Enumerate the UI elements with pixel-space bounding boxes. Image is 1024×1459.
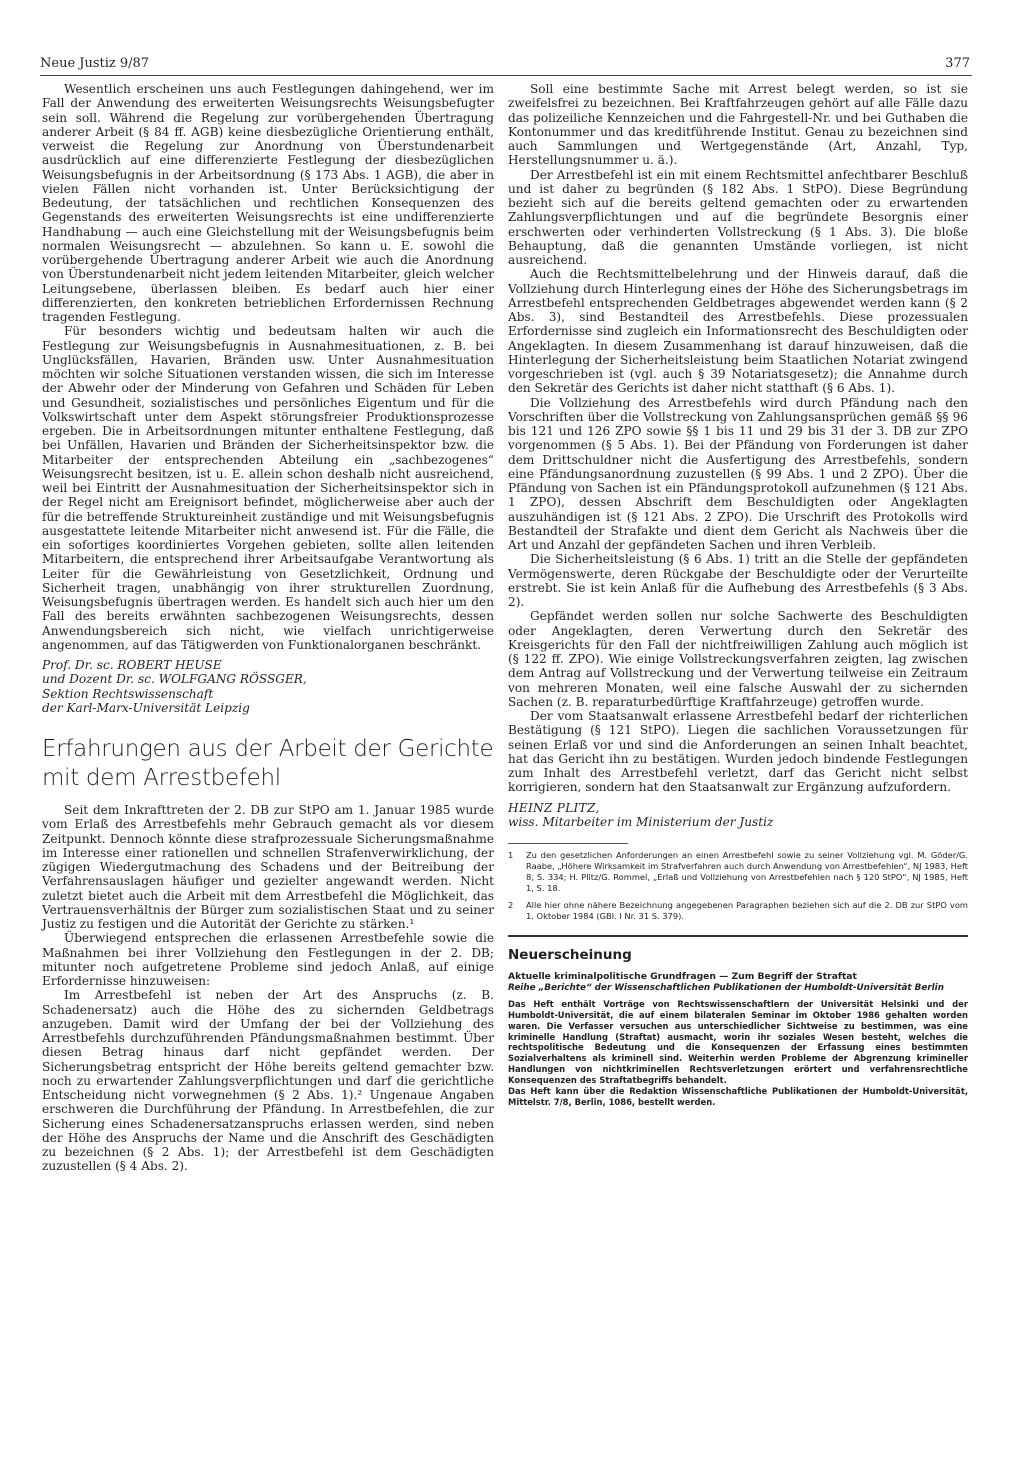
paragraph: Im Arrestbefehl ist neben der Art des Anspruchs (z. B. Schadenersatz) auch die Höhe des zu sichernden Geldbetrags anzugeben. Damit wird der Umfang der bei der Vollziehung des Arrestbefehls durchzuführenden Pfändungsmaßnahmen bestimmt. Über diesen Betrag hinaus darf nicht gepfändet werden. Der Sicherungsbetrag entspricht der Höhe bereits geltend gemachter bzw. noch zu erwartender Zahlungsverpflichtungen und darf die gerichtliche Entscheidung nicht vorwegnehmen (§ 2 Abs. 1).² Ungenaue Angaben erschweren die Durchführung der Pfändung. In Arrestbefehlen, die zur Sicherung eines Schadenersatzanspruchs erlassen werden, sind neben der Höhe des Anspruchs der Name und die Anschrift des Geschädigten zu bezeichnen (§ 2 Abs. 1); der Arrestbefehl ist dem Geschädigten zuzustellen (§ 4 Abs. 2).	[42, 988, 494, 1174]
paragraph: Die Sicherheitsleistung (§ 6 Abs. 1) tritt an die Stelle der gepfändeten Vermögenswerte, deren Rückgabe der Beschuldigte oder der Verurteilte erstrebt. Sie ist kein Anlaß für die Aufhebung des Arrestbefehls (§ 3 Abs. 2).	[508, 552, 968, 609]
paragraph: Die Vollziehung des Arrestbefehls wird durch Pfändung nach den Vorschriften über die Vollstreckung von Zahlungsansprüchen gemäß §§ 96 bis 121 und 126 ZPO sowie §§ 1 bis 11 und 29 bis 31 der 3. DB zur ZPO vorgenommen (§ 5 Abs. 1). Bei der Pfändung von Forderungen ist daher dem Drittschuldner nicht die Ausfertigung des Arrestbefehls, sondern eine Pfändungsanordnung zuzustellen (§ 99 Abs. 1 und 2 ZPO). Über die Pfändung von Sachen ist ein Pfändungsprotokoll aufzunehmen (§ 121 Abs. 1 ZPO), dessen Abschrift dem Beschuldigten oder Angeklagten auszuhändigen ist (§ 121 Abs. 2 ZPO). Die Urschrift des Protokolls wird Bestandteil der Strafakte und dient dem Gericht als Nachweis über die Art und Anzahl der gepfändeten Sachen und ihren Verbleib.	[508, 395, 968, 552]
footnote-number: 2	[508, 899, 514, 910]
publication-series: Reihe „Berichte“ der Wissenschaftlichen Publikationen der Humboldt-Universität Berlin	[508, 983, 944, 994]
footnote	[508, 900, 968, 922]
author-signature	[42, 658, 494, 715]
footnote-rule	[508, 843, 628, 844]
paragraph: Für besonders wichtig und bedeutsam halten wir auch die Festlegung zur Weisungsbefugnis in Ausnahmesituationen, z. B. bei Unglücksfällen, Havarien, Bränden usw. Unter Ausnahmesituation möchten wir solche Situationen verstanden wissen, die sich im Interesse der Abwehr oder der Minderung von Gefahren und Schäden für Leben und Gesundheit, sozialistisches und persönliches Eigentum und für die Volkswirtschaft unter dem Aspekt störungsfreier Produktionsprozesse ergeben. Die in Arbeitsordnungen mitunter enthaltene Festlegung, daß bei Unfällen, Havarien und Bränden der Sicherheitsinspektor bzw. die Mitarbeiter der entsprechenden Abteilung ein „sachbezogenes“ Weisungsrecht besitzen, ist u. E. allein schon deshalb nicht ausreichend, weil bei Eintritt der Ausnahmesituation der Sicherheitsinspektor sich in der Regel nicht am Ereignisort befindet, möglicherweise aber auch der für die betreffende Struktureinheit zuständige und mit Weisungsbefugnis ausgestattete leitende Mitarbeiter nicht anwesend ist. Für die Fälle, die ein sofortiges koordiniertes Vorgehen gebieten, sollte allen leitenden Mitarbeitern, die entsprechend ihrer Arbeitsaufgabe Verantwortung als Leiter für die Gewährleistung von Gesetzlichkeit, Ordnung und Sicherheit tragen, unabhängig von ihrer strukturellen Zuordnung, Weisungsbefugnis übertragen werden. Es handelt sich auch hier um den Fall des bereits erwähnten sachbezogenen Weisungsrechts, dessen Anwendungsbereich sich nicht, wie vielfach unrichtigerweise angenommen, auf das Tätigwerden von Funktionalorganen beschränkt.	[42, 324, 494, 652]
footnote	[508, 850, 968, 894]
right-column	[508, 82, 968, 1108]
publication-order-info: Das Heft kann über die Redaktion Wissenschaftliche Publikationen der Humboldt-Universität, Mittelstr. 7/8, Berlin, 1086, bestellt werden.	[508, 1086, 968, 1107]
paragraph: Der Arrestbefehl ist ein mit einem Rechtsmittel anfechtbarer Beschluß und ist daher zu begründen (§ 182 Abs. 1 StPO). Diese Begründung bezieht sich auf die bereits geltend gemachten oder zu erwartenden Zahlungsverpflichtungen und auf die begründete Besorgnis einer erschwerten oder verhinderten Vollstreckung (§ 1 Abs. 3). Die bloße Behauptung, daß die genannten Umstände vorliegen, ist nicht ausreichend.	[508, 167, 968, 267]
signature-line: Prof. Dr. sc. ROBERT HEUSE	[42, 658, 222, 672]
paragraph: Seit dem Inkrafttreten der 2. DB zur StPO am 1. Januar 1985 wurde vom Erlaß des Arrestbefehls mehr Gebrauch gemacht als vor diesem Zeitpunkt. Dennoch könnte diese strafprozessuale Sicherungsmaßnahme im Interesse einer rationellen und schnellen Strafenverwirklichung, der zügigen Wiedergutmachung des Schadens und der Beitreibung der Verfahrensauslagen häufiger und gezielter angewandt werden. Nicht zuletzt bietet auch die Arbeit mit dem Arrestbefehl die Möglichkeit, das Vertrauensverhältnis der Bürger zum sozialistischen Staat und zu seiner Justiz zu festigen und die Autorität der Gerichte zu stärken.¹	[42, 803, 494, 931]
paragraph: Überwiegend entsprechen die erlassenen Arrestbefehle sowie die Maßnahmen bei ihrer Vollziehung den Festlegungen in der 2. DB; mitunter noch aufgetretene Probleme sind jedoch Anlaß, auf einige Erfordernisse hinzuweisen:	[42, 931, 494, 988]
signature-line: Sektion Rechtswissenschaft	[42, 686, 214, 701]
signature-line: wiss. Mitarbeiter im Ministerium der Justiz	[508, 814, 774, 829]
new-publication-heading: Neuerscheinung	[508, 947, 632, 964]
headline-line: Erfahrungen aus der Arbeit der Gerichte	[42, 736, 494, 762]
footnote-text: Alle hier ohne nähere Bezeichnung angegebenen Paragraphen beziehen sich auf die 2. DB zur StPO vom 1. Oktober 1984 (GBl. I Nr. 31 S. 379).	[526, 899, 968, 921]
paragraph: Der vom Staatsanwalt erlassene Arrestbefehl bedarf der richterlichen Bestätigung (§ 121 StPO). Liegen die sachlichen Voraussetzungen für seinen Erlaß vor und sind die Anforderungen an seinen Inhalt beachtet, hat das Gericht ihn zu bestätigen. Wurden jedoch bindende Festlegungen zum Inhalt des Arrestbefehl verletzt, darf das Gericht nicht selbst korrigieren, sondern hat den Staatsanwalt zur Ergänzung aufzufordern.	[508, 709, 968, 795]
publication-description: Das Heft enthält Vorträge von Rechtswissenschaftlern der Universität Helsinki und der Humboldt-Universität, die auf einem bilateralen Seminar im Oktober 1986 gehalten worden waren. Die Verfasser versuchen aus unterschiedlicher Sichtweise zu bestimmen, was eine kriminelle Handlung (Straftat) ausmacht, worin ihr soziales Wesen besteht, welches die rechtspolitische Bedeutung und die Konsequenzen der Erfassung eines bestimmten Sozialverhaltens als kriminell sind. Weiterhin werden Probleme der Abgrenzung krimineller Handlungen von nichtkriminellen Rechtsverletzungen erörtert und verfahrensrechtliche Konsequenzen des Straftatbegriffs behandelt.	[508, 998, 968, 1086]
footnote-number: 1	[508, 850, 514, 860]
article-headline	[42, 735, 494, 793]
signature-line: der Karl-Marx-Universität Leipzig	[42, 700, 250, 715]
paragraph: Auch die Rechtsmittelbelehrung und der Hinweis darauf, daß die Vollziehung durch Hinterlegung eines der Höhe des Sicherungsbetrags im Arrestbefehl entsprechenden Geldbetrages abgewendet werden kann (§ 2 Abs. 3), sind Bestandteil des Arrestbefehls. Diese prozessualen Erfordernisse sind zugleich ein Informationsrecht des Beschuldigten oder Angeklagten. In diesem Zusammenhang ist darauf hinzuweisen, daß die Hinterlegung der Sicherheitsleistung beim Staatlichen Notariat zwingend vorgeschrieben ist (vgl. auch § 39 Notariatsgesetz); die Annahme durch den Sekretär des Gerichts ist daher nicht statthaft (§ 6 Abs. 1).	[508, 267, 968, 396]
paragraph: Gepfändet werden sollen nur solche Sachwerte des Beschuldigten oder Angeklagten, deren Verwertung durch den Sekretär des Kreisgerichts für den Fall der nichtfreiwilligen Zahlung auch möglich ist (§ 122 ff. ZPO). Wie einige Vollstreckungsverfahren zeigten, lag zwischen dem Antrag auf Vollstreckung und der Verwertung teilweise ein Zeitraum von mehreren Monaten, weil eine falsche Auswahl der zu sichernden Sachen (z. B. reparaturbedürftige Kraftfahrzeuge) getroffen wurde.	[508, 609, 968, 709]
paragraph: Soll eine bestimmte Sache mit Arrest belegt werden, so ist sie zweifelsfrei zu bezeichnen. Bei Kraftfahrzeugen gehört auf alle Fälle dazu das polizeiliche Kennzeichen und die Fahrgestell-Nr. und bei Guthaben die Kontonummer und das kreditführende Institut. Genau zu bezeichnen sind auch Sammlungen und Wertgegenstände (Art, Anzahl, Typ, Herstellungsnummer u. ä.).	[508, 82, 968, 168]
section-divider	[508, 935, 968, 937]
header-rule	[40, 75, 972, 76]
signature-line: HEINZ PLITZ,	[508, 800, 600, 815]
left-column	[42, 82, 494, 1174]
footnote-text: Zu den gesetzlichen Anforderungen an einen Arrestbefehl sowie zu seiner Vollziehung vgl. M. Göder/G. Raabe, „Höhere Wirksamkeit im Strafverfahren auch durch Anwendung von Arrestbefehlen“, NJ 1983, Heft 8, S. 334; H. Plitz/G. Rommel, „Erlaß und Vollziehung von Arrestbefehlen nach § 120 StPO“, NJ 1985, Heft 1, S. 18.	[526, 850, 968, 893]
author-signature	[508, 801, 968, 830]
signature-line: und Dozent Dr. sc. WOLFGANG RÖSSGER,	[42, 672, 307, 687]
page-number: 377	[945, 56, 970, 71]
headline-line: mit dem Arrestbefehl	[42, 765, 281, 791]
paragraph: Wesentlich erscheinen uns auch Festlegungen dahingehend, wer im Fall der Anwendung des erweiterten Weisungsrechts Weisungsbefugter sein soll. Während die Regelung zur vorübergehenden Übertragung anderer Arbeit (§ 84 ff. AGB) keine diesbezügliche Orientierung enthält, verweist die Regelung zur Anordnung von Überstundenarbeit ausdrücklich auf eine differenzierte Festlegung der diesbezüglichen Weisungsbefugnis in der Arbeitsordnung (§ 173 Abs. 1 AGB), die aber in vielen Fällen nicht vorhanden ist. Unter Berücksichtigung der Bedeutung, der tatsächlichen und rechtlichen Konsequenzen des Gegenstands des erweiterten Weisungsrechts ist eine undifferenzierte Handhabung — auch eine Gleichstellung mit der Weisungsbefugnis beim normalen Weisungsrecht — abzulehnen. So kann u. E. sowohl die vorübergehende Übertragung anderer Arbeit wie auch die Anordnung von Überstundenarbeit nicht jedem leitenden Mitarbeiter, gleich welcher Leitungsebene, überlassen bleiben. Es bedarf auch hier einer differenzierten, den konkreten betrieblichen Erfordernissen Rechnung tragenden Festlegung.	[42, 82, 494, 324]
journal-header: Neue Justiz 9/87	[40, 56, 150, 71]
publication-title: Aktuelle kriminalpolitische Grundfragen — Zum Begriff der Straftat	[508, 971, 857, 983]
